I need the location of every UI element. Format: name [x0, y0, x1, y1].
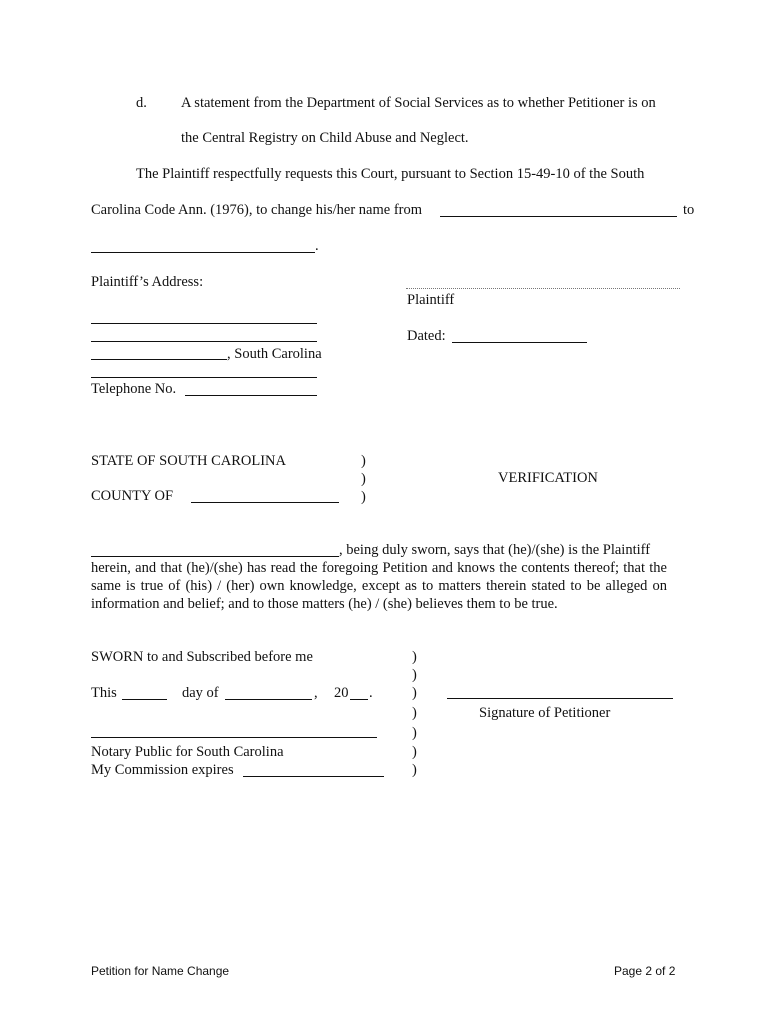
request-line2-end: to	[683, 202, 695, 218]
affiant-name-blank[interactable]	[91, 556, 339, 557]
telephone-blank[interactable]	[185, 395, 317, 396]
new-name-to-blank[interactable]	[91, 252, 315, 253]
dated-blank[interactable]	[452, 342, 587, 343]
item-d-line1: A statement from the Department of Social Services as to whether Petitioner is on	[181, 95, 656, 111]
verification-body: herein, and that (he)/(she) has read the foregoing Petition and knows the contents thereof; that the same is true of (his) / (her) own knowledge, except as to matters therein stated to be alleged on information and belief; and to those matters (he) / (she) believes them to be true.	[91, 560, 667, 612]
sworn-text: SWORN to and Subscribed before me	[91, 649, 313, 665]
city-blank[interactable]	[91, 359, 227, 360]
caption-paren: )	[361, 471, 366, 487]
footer-title: Petition for Name Change	[91, 964, 230, 978]
city-suffix: , South Carolina	[227, 346, 322, 362]
verification-line1: , being duly sworn, says that (he)/(she) is the Plaintiff	[339, 542, 651, 558]
verification-title: VERIFICATION	[498, 470, 598, 486]
jurat-paren: )	[412, 744, 417, 760]
address-line-2[interactable]	[91, 341, 317, 342]
comma-text: ,	[314, 685, 318, 701]
notary-signature-line[interactable]	[91, 737, 377, 738]
jurat-paren: )	[412, 667, 417, 683]
petitioner-signature-label: Signature of Petitioner	[479, 705, 611, 721]
notary-label: Notary Public for South Carolina	[91, 744, 284, 760]
telephone-label: Telephone No.	[91, 381, 177, 397]
footer-page-number: Page 2 of 2	[614, 964, 676, 978]
year-period: .	[369, 685, 373, 701]
plaintiff-signature-line[interactable]	[406, 288, 680, 289]
address-line-1[interactable]	[91, 323, 317, 324]
day-of-label: day of	[182, 685, 219, 701]
month-blank[interactable]	[225, 699, 312, 700]
item-d-marker: d.	[136, 95, 147, 111]
petitioner-signature-line[interactable]	[447, 698, 673, 699]
county-caption: COUNTY OF	[91, 488, 174, 504]
address-label: Plaintiff’s Address:	[91, 274, 204, 290]
year-prefix: 20	[334, 685, 349, 701]
request-line2-start: Carolina Code Ann. (1976), to change his/her name from	[91, 202, 423, 218]
caption-paren: )	[361, 489, 366, 505]
state-caption: STATE OF SOUTH CAROLINA	[91, 453, 286, 469]
jurat-paren: )	[412, 705, 417, 721]
commission-label: My Commission expires	[91, 762, 234, 778]
new-name-from-blank[interactable]	[440, 216, 677, 217]
dated-label: Dated:	[407, 328, 446, 344]
day-blank[interactable]	[122, 699, 167, 700]
jurat-paren: )	[412, 762, 417, 778]
this-label: This	[91, 685, 117, 701]
request-line1: The Plaintiff respectfully requests this Court, pursuant to Section 15-49-10 of the South	[136, 166, 645, 182]
request-line3-end: .	[315, 238, 319, 254]
jurat-paren: )	[412, 685, 417, 701]
county-blank[interactable]	[191, 502, 339, 503]
jurat-paren: )	[412, 725, 417, 741]
address-line-3[interactable]	[91, 377, 317, 378]
plaintiff-label: Plaintiff	[407, 292, 455, 308]
caption-paren: )	[361, 453, 366, 469]
commission-blank[interactable]	[243, 776, 384, 777]
item-d-line2: the Central Registry on Child Abuse and Neglect.	[181, 130, 469, 146]
jurat-paren: )	[412, 649, 417, 665]
year-blank[interactable]	[350, 699, 368, 700]
